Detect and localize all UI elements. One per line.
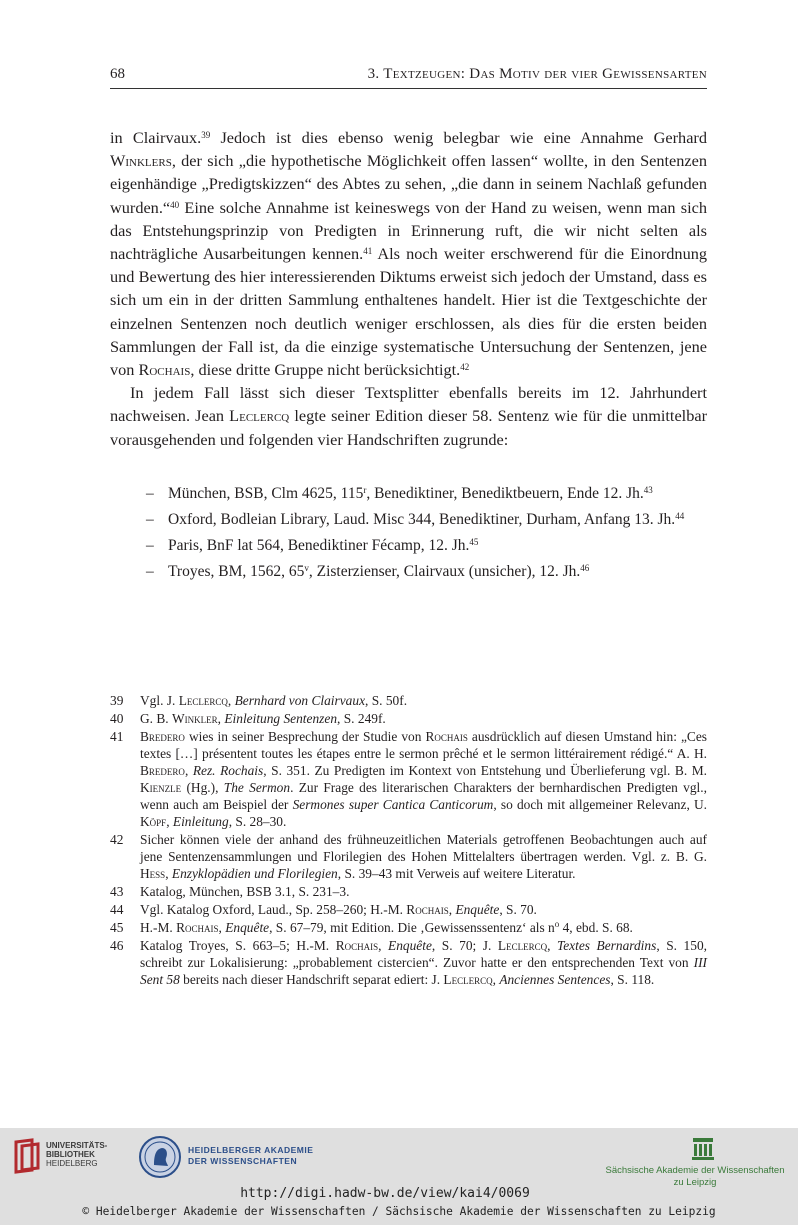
text-run: , Zisterzienser, Clairvaux (unsicher), 12. Jh. [308, 563, 581, 580]
text-run: Paris, BnF lat 564, Benediktiner Fécamp, 12. Jh. [168, 537, 470, 554]
saxon-academy-logo-icon[interactable] [690, 1136, 716, 1167]
footnote-number: 46 [110, 938, 124, 953]
author-name: Winklers [110, 151, 172, 171]
footnote-number: 41 [110, 729, 124, 744]
text-run: , diese dritte Gruppe nicht berücksichtigt. [190, 360, 461, 380]
footnote-43: 43 Katalog, München, BSB 3.1, S. 231–3. [110, 884, 350, 899]
text-run: In jedem Fall lässt sich dieser Textsplitter ebenfalls bereits im 12. Jahrhundert nachweisen. Jean [110, 383, 707, 426]
academy-name: HEIDELBERGER AKADEMIE DER WISSENSCHAFTEN [188, 1145, 314, 1166]
list-item [146, 510, 707, 530]
footnote-number: 39 [110, 693, 124, 708]
permalink-url[interactable]: http://digi.hadw-bw.de/view/kai4/0069 [240, 1186, 530, 1201]
footnotes [110, 692, 707, 989]
footnote-number: 42 [110, 832, 124, 847]
list-item [146, 562, 707, 582]
main-text [110, 126, 707, 451]
list-item [146, 536, 707, 556]
text-run: Oxford, Bodleian Library, Laud. Misc 344, Benediktiner, Durham, Anfang 13. Jh. [168, 511, 676, 528]
footnote-ref-42[interactable]: 42 [460, 362, 470, 373]
footnote-ref-41[interactable]: 41 [363, 246, 373, 257]
footnote-40: 40 G. B. Winkler, Einleitung Sentenzen, S. 249f. [110, 711, 386, 726]
footnote-46: 46 Katalog Troyes, S. 663–5; H.-M. Rochais, Enquête, S. 70; J. Leclercq, Textes Bernardins, S. 150, schreibt zur Lokalisierung: „probablement cistercien“. Zuvor hatte er den entsprechenden Text von III Sent 58 bereits nach dieser Handschrift separat ediert: J. Leclercq, Anciennes Sentences, S. 118. [110, 938, 707, 987]
saxon-academy-name: Sächsische Akademie der Wissenschaften zu Leipzig [605, 1165, 785, 1188]
author-name: Leclercq [229, 406, 290, 426]
footnote-ref-39[interactable]: 39 [201, 130, 211, 140]
list-dash: – [146, 563, 154, 580]
author-name: Rochais [138, 360, 191, 380]
page-header [110, 66, 707, 89]
footnote-ref-44[interactable]: 44 [675, 511, 685, 521]
text-run: Eine solche Annahme ist keineswegs von der Hand zu weisen, wenn man sich das Entstehungsprinzip von Predigten in Erinnerung ruft, die wir nicht selten als nachträgliche Ausarbeitungen kennen. [110, 197, 707, 264]
list-dash: – [146, 485, 154, 502]
university-library-logo-icon[interactable] [10, 1138, 42, 1179]
footnote-45: 45 H.-M. Rochais, Enquête, S. 67–79, mit Edition. Die ‚Gewissenssentenz‘ als $n^o$ 4, ebd. S. 68. [110, 919, 633, 935]
text-run: Troyes, BM, 1562, 65 [168, 563, 305, 580]
footnote-42: 42 Sicher können viele der anhand des frühneuzeitlichen Materials getroffenen Beobachtungen auch auf jene Sentenzensammlungen und Florilegien des Hohen Mittelalters übertragen werden. Vgl. z. B. G. Hess, Enzyklopädien und Florilegien, S. 39–43 mit Verweis auf weitere Literatur. [110, 832, 707, 881]
text-run: München, BSB, Clm 4625, 115 [168, 485, 364, 502]
manuscript-list [146, 484, 707, 588]
footnote-41: 41 Bredero wies in seiner Besprechung der Studie von Rochais ausdrücklich auf diesen Umstand hin: „Ces textes […] présentent toutes les étapes entre le sermon prêché et le sermon littérairement rédigé.“ A. H. Bredero, Rez. Rochais, S. 351. Zu Predigten im Kontext von Entstehung und Überlieferung vgl. B. M. Kienzle (Hg.), The Sermon. Zur Frage des literarischen Charakters der bernhardischen Predigten vgl., wenn auch am Beispiel der Sermones super Cantica Canticorum, so doch mit allgemeiner Relevanz, U. Köpf, Einleitung, S. 28–30. [110, 729, 707, 829]
folio-side: r [363, 485, 367, 495]
footnote-39: 39 Vgl. J. Leclercq, Bernhard von Clairvaux, S. 50f. [110, 693, 408, 708]
running-head: 3. Textzeugen: Das Motiv der vier Gewissensarten [367, 66, 707, 82]
academy-seal-icon[interactable] [138, 1135, 182, 1184]
footnote-ref-40[interactable]: 40 [170, 199, 180, 210]
folio-side: v [304, 563, 309, 573]
text-run: Jedoch ist dies ebenso wenig belegbar wie eine Annahme Gerhard [210, 128, 707, 147]
list-dash: – [146, 537, 154, 554]
footnote-number: 40 [110, 711, 124, 726]
text-run: in Clairvaux. [110, 128, 202, 147]
paragraph-2 [110, 381, 707, 451]
list-dash: – [146, 511, 154, 528]
list-item [146, 484, 707, 504]
text-run: , der sich „die hypothetische Möglichkeit offen lassen“ wollte, in den Sentenzen eigenhändige „Predigtskizzen“ des Abtes zu sehen, „die dann in seinem Nachlaß gefunden wurden.“ [110, 151, 707, 217]
text-run: legte seiner Edition dieser 58. Sentenz wie für die unmittelbar vorausgehenden und folgenden vier Handschriften zugrunde: [110, 406, 707, 449]
footnote-number: 45 [110, 920, 124, 935]
text-run: Als noch weiter erschwerend für die Einordnung und Bewertung des hier interessierenden Diktums erweist sich jedoch der Umstand, dass es sich um ein in der dritten Sammlung enthaltenes handelt. Hier ist die Textgeschichte der einzelnen Sentenzen noch deutlich weniger erschlossen, als dies für die ersten beiden Sammlungen der Fall ist, da die einzige systematische Untersuchung der Sentenzen, jene von [110, 244, 707, 380]
footnote-number: 43 [110, 884, 124, 899]
footnote-44: 44 Vgl. Katalog Oxford, Laud., Sp. 258–260; H.-M. Rochais, Enquête, S. 70. [110, 902, 537, 917]
footnote-ref-43[interactable]: 43 [643, 485, 653, 495]
footnote-ref-46[interactable]: 46 [580, 563, 590, 573]
page-number: 68 [110, 66, 125, 82]
university-library-name: UNIVERSITÄTS- BIBLIOTHEK HEIDELBERG [46, 1141, 108, 1168]
copyright-notice: © Heidelberger Akademie der Wissenschaften / Sächsische Akademie der Wissenschaften zu Leipzig [82, 1205, 716, 1218]
text-run: , Benediktiner, Benediktbeuern, Ende 12. Jh. [366, 485, 644, 502]
footnote-number: 44 [110, 902, 124, 917]
footnote-ref-45[interactable]: 45 [469, 537, 479, 547]
paragraph-1 [110, 126, 707, 381]
